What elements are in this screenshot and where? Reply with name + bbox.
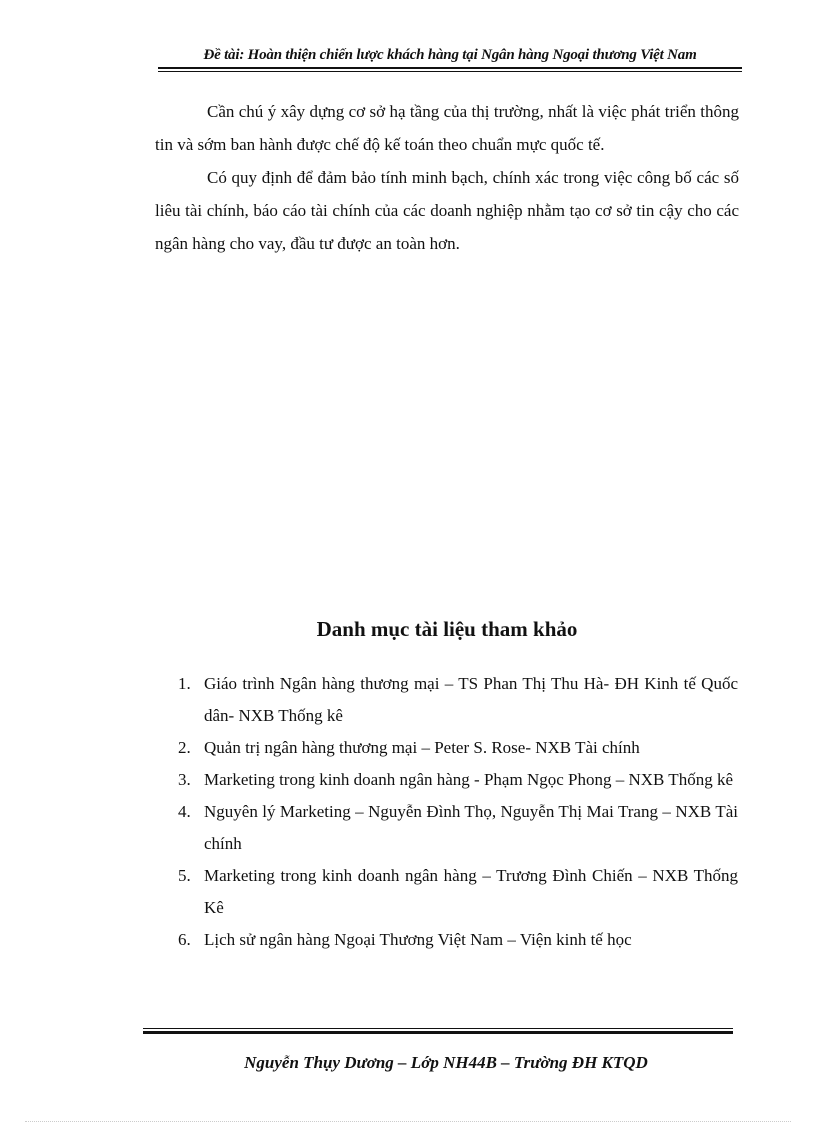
reference-item — [178, 764, 738, 796]
footer-rule — [143, 1028, 733, 1029]
reference-item — [178, 924, 738, 956]
reference-text: Quản trị ngân hàng thương mại – Peter S. Rose- NXB Tài chính — [204, 738, 640, 757]
reference-number: 4. — [178, 802, 191, 821]
reference-text: Marketing trong kinh doanh ngân hàng - Phạm Ngọc Phong – NXB Thống kê — [204, 770, 733, 789]
header-title: Đề tài: Hoàn thiện chiến lược khách hàng tại Ngân hàng Ngoại thương Việt Nam — [203, 47, 697, 63]
reference-number: 1. — [178, 674, 191, 693]
reference-number: 6. — [178, 930, 191, 949]
header-rule — [158, 67, 742, 69]
references-title: Danh mục tài liệu tham khảo — [316, 617, 578, 641]
reference-number: 3. — [178, 770, 191, 789]
paragraph: Cần chú ý xây dựng cơ sở hạ tầng của thị trường, nhất là việc phát triển thông tin và sớm ban hành được chế độ kế toán theo chuẩn mực quốc tế. — [155, 102, 739, 154]
footer-rule-thick — [143, 1031, 733, 1034]
paragraph: Có quy định để đảm bảo tính minh bạch, chính xác trong việc công bố các số liêu tài chính, báo cáo tài chính của các doanh nghiệp nhằm tạo cơ sở tin cậy cho các ngân hàng cho vay, đầu tư được an toàn hơn. — [155, 168, 739, 253]
references-list — [178, 668, 738, 956]
reference-text: Nguyên lý Marketing – Nguyễn Đình Thọ, Nguyễn Thị Mai Trang – NXB Tài chính — [204, 802, 738, 853]
body-text — [155, 95, 739, 260]
reference-item — [178, 796, 738, 860]
header-rule-secondary — [158, 71, 742, 72]
page-edge-divider — [25, 1121, 791, 1122]
reference-text: Marketing trong kinh doanh ngân hàng – Trương Đình Chiến – NXB Thống Kê — [204, 866, 738, 917]
reference-text: Giáo trình Ngân hàng thương mại – TS Phan Thị Thu Hà- ĐH Kinh tế Quốc dân- NXB Thống kê — [204, 674, 738, 725]
reference-text: Lịch sử ngân hàng Ngoại Thương Việt Nam – Viện kinh tế học — [204, 930, 632, 949]
reference-item — [178, 860, 738, 924]
reference-item — [178, 732, 738, 764]
reference-number: 5. — [178, 866, 191, 885]
reference-item — [178, 668, 738, 732]
footer-text: Nguyễn Thụy Dương – Lớp NH44B – Trường ĐH KTQD — [244, 1053, 648, 1072]
reference-number: 2. — [178, 738, 191, 757]
